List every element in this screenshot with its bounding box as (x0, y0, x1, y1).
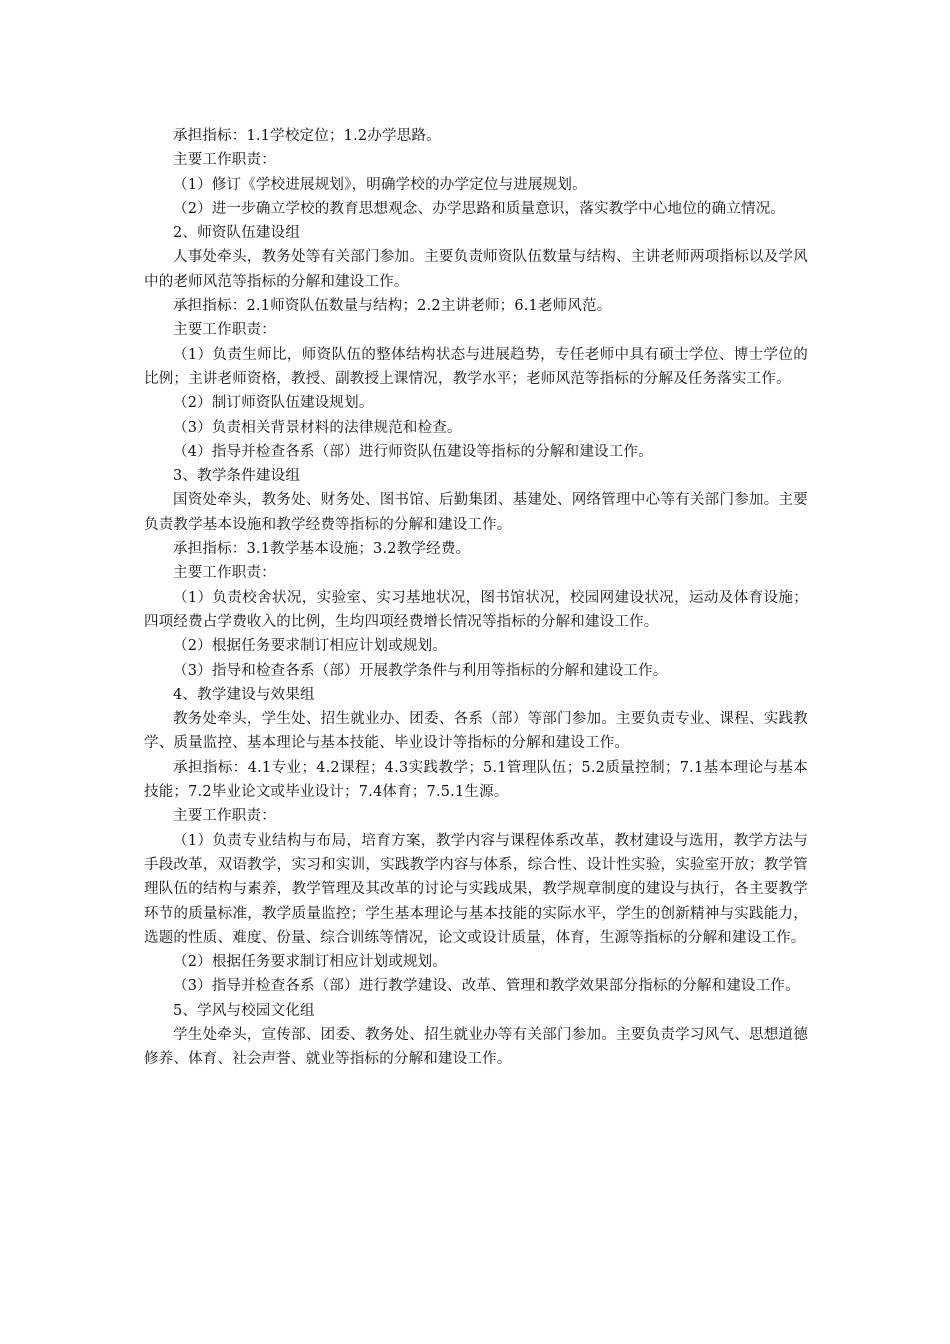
paragraph: 承担指标：1.1学校定位；1.2办学思路。 (173, 128, 441, 144)
paragraph: （1）修订《学校进展规划》，明确学校的办学定位与进展规划。 (173, 176, 587, 193)
paragraph: 承担指标：2.1师资队伍数量与结构；2.2主讲老师；6.1老师风范。 (173, 298, 612, 315)
paragraph: （2）根据任务要求制订相应计划或规划。 (173, 954, 448, 971)
paragraph: （2）根据任务要求制订相应计划或规划。 (173, 638, 448, 655)
paragraph: （4）指导并检查各系（部）进行师资队伍建设等指标的分解和建设工作。 (173, 443, 653, 460)
paragraph: 国资处牵头，教务处、财务处、图书馆、后勤集团、基建处、网络管理中心等有关部门参加。主要负责教学基本设施和教学经费等指标的分解和建设工作。 (144, 492, 808, 533)
paragraph: 教务处牵头，学生处、招生就业办、团委、各系（部）等部门参加。主要负责专业、课程、实践教学、质量监控、基本理论与基本技能、毕业设计等指标的分解和建设工作。 (144, 711, 808, 752)
paragraph: 主要工作职责： (173, 565, 276, 582)
paragraph: 承担指标：4.1专业；4.2课程；4.3实践教学；5.1管理队伍；5.2质量控制；7.1基本理论与基本技能；7.2毕业论文或毕业设计；7.4体育；7.5.1生源。 (144, 759, 808, 801)
paragraph: （3）负责相关背景材料的法律规范和检查。 (173, 419, 462, 436)
paragraph: 人事处牵头，教务处等有关部门参加。主要负责师资队伍数量与结构、主讲老师两项指标以及学风中的老师风范等指标的分解和建设工作。 (144, 249, 808, 290)
section-heading: 5、学风与校园文化组 (173, 1002, 315, 1019)
paragraph: （1）负责生师比，师资队伍的整体结构状态与进展趋势，专任老师中具有硕士学位、博士学位的比例；主讲老师资格，教授、副教授上课情况，教学水平；老师风范等指标的分解及任务落实工作。 (144, 346, 808, 387)
paragraph: 学生处牵头，宣传部、团委、教务处、招生就业办等有关部门参加。主要负责学习风气、思想道德修养、体育、社会声誉、就业等指标的分解和建设工作。 (144, 1026, 808, 1068)
section-heading: 2、师资队伍建设组 (173, 225, 301, 242)
paragraph: （3）指导和检查各系（部）开展教学条件与利用等指标的分解和建设工作。 (173, 662, 668, 679)
paragraph: 主要工作职责： (173, 152, 276, 169)
section-heading: 4、教学建设与效果组 (173, 686, 315, 703)
paragraph: （2）制订师资队伍建设规划。 (173, 395, 374, 412)
paragraph: （2）进一步确立学校的教育思想观念、办学思路和质量意识，落实教学中心地位的确立情况。 (173, 200, 786, 217)
paragraph: 主要工作职责： (173, 322, 276, 339)
paragraph: （3）指导并检查各系（部）进行教学建设、改革、管理和教学效果部分指标的分解和建设工作。 (173, 978, 800, 995)
paragraph: （1）负责校舍状况，实验室、实习基地状况，图书馆状况，校园网建设状况，运动及体育设施；四项经费占学费收入的比例，生均四项经费增长情况等指标的分解和建设工作。 (144, 589, 808, 630)
section-heading: 3、教学条件建设组 (173, 468, 301, 485)
paragraph: （1）负责专业结构与布局，培育方案，教学内容与课程体系改革，教材建设与选用，教学方法与手段改革，双语教学，实习和实训，实践教学内容与体系，综合性、设计性实验，实验室开放；教学管理队伍的结构与素养，教学管理及其改革的讨论与实践成果，教学规章制度的建设与执行，各主要教学环节的质量标准，教学质量监控；学生基本理论与基本技能的实际水平，学生的创新精神与实践能力，选题的性质、难度、份量、综合训练等情况，论文或设计质量，体育，生源等指标的分解和建设工作。 (144, 832, 808, 946)
paragraph: 主要工作职责： (173, 808, 276, 825)
paragraph: 承担指标：3.1教学基本设施；3.2教学经费。 (173, 541, 471, 558)
document-body (144, 124, 808, 1072)
